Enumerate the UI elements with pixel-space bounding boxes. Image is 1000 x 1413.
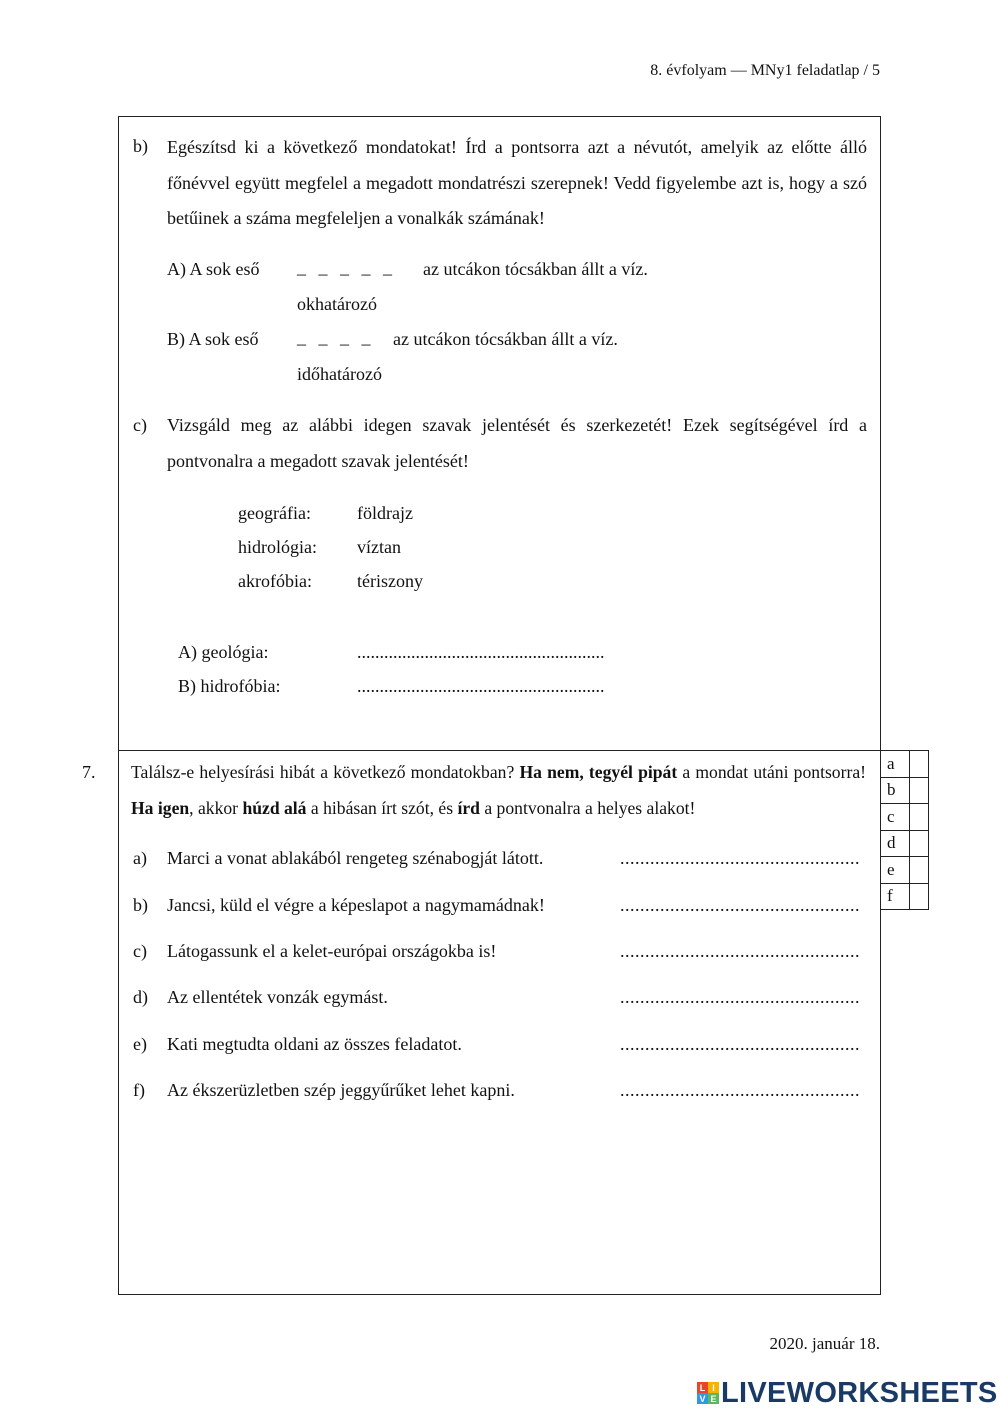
task-b-item-b-prefix: B) A sok eső [167, 329, 259, 349]
glossary-term: akrofóbia: [238, 571, 312, 591]
item-sentence: Látogassunk el a kelet-európai országokba is! [167, 941, 497, 961]
item-letter: c) [133, 941, 147, 961]
item-answer-line[interactable]: ................................................ [620, 1080, 860, 1100]
item-letter: b) [133, 895, 148, 915]
item-letter: f) [133, 1080, 145, 1100]
logo-mark-icon [697, 1382, 719, 1404]
item-sentence: Marci a vonat ablakából rengeteg szénabogját látott. [167, 848, 544, 868]
glossary-meaning: víztan [357, 537, 401, 557]
score-label: d [881, 830, 910, 857]
task-c-letter: c) [133, 415, 147, 435]
logo-mark-cell: E [708, 1393, 719, 1404]
item-sentence: Jancsi, küld el végre a képeslapot a nagymamádnak! [167, 895, 545, 915]
score-label: e [881, 857, 910, 884]
task-b-item-a-prefix: A) A sok eső [167, 259, 260, 279]
logo-text: LIVEWORKSHEETS [721, 1376, 998, 1409]
item-sentence: Kati megtudta oldani az összes feladatot. [167, 1034, 462, 1054]
task-b-item-b-suffix: az utcákon tócsákban állt a víz. [393, 329, 618, 349]
task-b-item-a-role: okhatározó [297, 294, 377, 314]
task-c-question-b-answer[interactable]: ....................................................... [357, 676, 605, 696]
item-letter: d) [133, 987, 148, 1007]
score-grid [880, 750, 929, 910]
score-cell[interactable] [910, 804, 929, 831]
score-cell[interactable] [910, 751, 929, 778]
glossary-meaning: tériszony [357, 571, 423, 591]
item-answer-line[interactable]: ................................................ [620, 1034, 860, 1054]
score-cell[interactable] [910, 830, 929, 857]
task-b-item-b-role: időhatározó [297, 364, 382, 384]
footer-date: 2020. január 18. [769, 1334, 880, 1353]
item-sentence: Az ellentétek vonzák egymást. [167, 987, 388, 1007]
score-label: c [881, 804, 910, 831]
task-c-question-a-label: A) geológia: [178, 642, 269, 662]
glossary-meaning: földrajz [357, 503, 413, 523]
item-sentence: Az ékszerüzletben szép jeggyűrűket lehet kapni. [167, 1080, 515, 1100]
glossary-term: geográfia: [238, 503, 311, 523]
score-label: a [881, 751, 910, 778]
score-cell[interactable] [910, 777, 929, 804]
task-7-instruction: Találsz-e helyesírási hibát a következő mondatokban? Ha nem, tegyél pipát a mondat utáni pontsorra! Ha igen, akkor húzd alá a hibásan írt szót, és írd a pontvonalra a helyes alakot! [131, 762, 866, 818]
task-7-box [118, 750, 881, 1295]
score-cell[interactable] [910, 857, 929, 884]
item-answer-line[interactable]: ................................................ [620, 987, 860, 1007]
task-7-number: 7. [82, 762, 96, 782]
task-c-question-a-answer[interactable]: ....................................................... [357, 642, 605, 662]
item-answer-line[interactable]: ................................................ [620, 895, 860, 915]
page-header: 8. évfolyam — MNy1 feladatlap / 5 [650, 62, 880, 79]
task-b-item-a-blanks[interactable]: _ _ _ _ _ [297, 257, 392, 277]
task-b-item-a-suffix: az utcákon tócsákban állt a víz. [423, 259, 648, 279]
task-b-letter: b) [133, 136, 148, 156]
task-c-instruction: Vizsgáld meg az alábbi idegen szavak jelentését és szerkezetét! Ezek segítségével írd a pontvonalra a megadott szavak jelentését! [167, 415, 867, 471]
item-letter: e) [133, 1034, 147, 1054]
task-b-item-b-blanks[interactable]: _ _ _ _ [297, 327, 371, 347]
item-answer-line[interactable]: ................................................ [620, 941, 860, 961]
score-cell[interactable] [910, 883, 929, 910]
glossary-term: hidrológia: [238, 537, 317, 557]
item-letter: a) [133, 848, 147, 868]
task-c-question-b-label: B) hidrofóbia: [178, 676, 281, 696]
logo-mark-cell: L [697, 1382, 708, 1393]
score-label: b [881, 777, 910, 804]
logo-mark-cell: I [708, 1382, 719, 1393]
task-b-instruction: Egészítsd ki a következő mondatokat! Írd a pontsorra azt a névutót, amelyik az előtte álló főnévvel együtt megfelel a megadott mondatrészi szerepnek! Vedd figyelembe azt is, hogy a szó betűinek a száma megfeleljen a vonalkák számának! [167, 137, 867, 228]
item-answer-line[interactable]: ................................................ [620, 848, 860, 868]
score-label: f [881, 883, 910, 910]
liveworksheets-logo [697, 1378, 998, 1408]
logo-mark-cell: V [697, 1393, 708, 1404]
